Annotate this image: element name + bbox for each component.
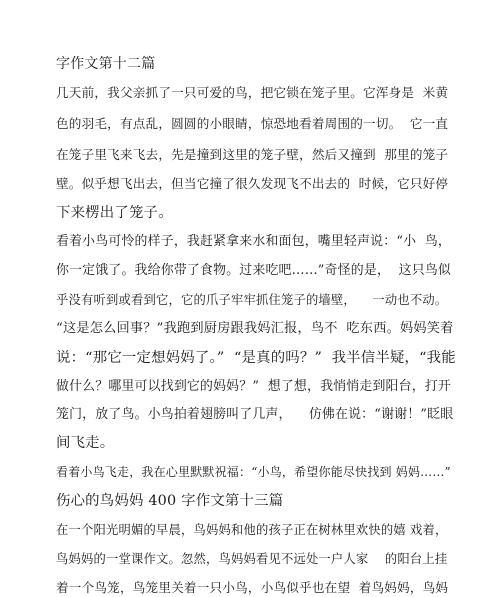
essay-title-13: 伤心的鸟妈妈 400 字作文第十三篇 <box>56 493 284 509</box>
text-line: “这是怎么回事？”我跑到厨房跟我妈汇报，鸟不 吃东西。妈妈笑着 <box>56 321 454 336</box>
text-line: 在一个阳光明媚的早晨，鸟妈妈和他的孩子正在树林里欢快的嬉 戏着， <box>56 523 448 537</box>
text-line: 你一定饿了。我给你带了食物。过来吃吧……”奇怪的是， 这只鸟似 <box>56 263 452 278</box>
text-line: 鸟妈妈的一堂课作文。忽然，鸟妈妈看见不远处一户人家 的阳台上挂 <box>56 552 448 566</box>
text-line: 下来楞出了笼子。 <box>56 205 173 221</box>
text-line: 色的羽毛，有点乱，圆圆的小眼睛，惊恐地看着周围的一切。 它一直 <box>56 116 449 131</box>
text-line: 几天前，我父亲抓了一只可爱的鸟，把它锁在笼子里。它浑身是 米黄 <box>56 85 449 100</box>
text-line: 乎没有听到或看到它，它的爪子牢牢抓住笼子的墙壁， 一动也不动。 <box>56 293 448 307</box>
text-line: 着一个鸟笼，鸟笼里关着一只小鸟，小鸟似乎也在望 着鸟妈妈，鸟妈 <box>56 580 449 595</box>
text-line: 说：“那它一定想妈妈了。” “是真的吗？” 我半信半疑，“我能 <box>56 350 456 366</box>
text-line: 做什么？哪里可以找到它的妈妈？” 想了想，我悄悄走到阳台，打开 <box>56 379 452 394</box>
text-line: 在笼子里飞来飞去，先是撞到这里的笼子壁，然后又撞到 那里的笼子 <box>56 147 449 162</box>
text-line: 看着小鸟飞走，我在心里默默祝福：“小鸟，希望你能尽快找到 妈妈……” <box>56 465 451 479</box>
text-line: 看着小鸟可怜的样子，我赶紧拿来水和面包，嘴里轻声说：“小 鸟， <box>56 234 452 249</box>
text-line: 笼门，放了鸟。小鸟拍着翅膀叫了几声， 仿佛在说：“谢谢！”眨眼 <box>56 407 454 422</box>
essay-title-12: 字作文第十二篇 <box>56 56 156 72</box>
text-line: 壁。似乎想飞出去，但当它撞了很久发现飞不出去的 时候，它只好停 <box>56 176 449 191</box>
text-line: 间飞走。 <box>56 435 115 451</box>
